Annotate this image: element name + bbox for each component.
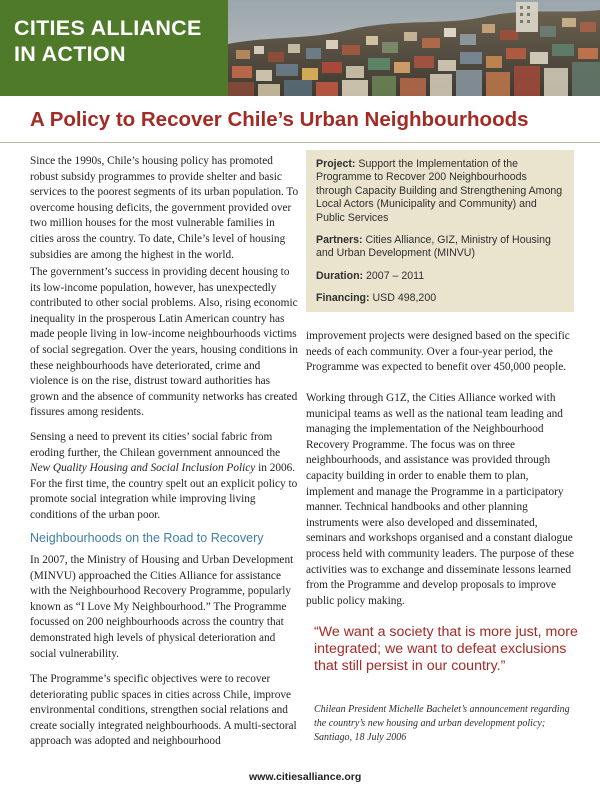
right-paragraph-2: Working through G1Z, the Cities Alliance worked with municipal teams as well as the national team leading and managing the implementation of the Neighbourhood Recovery Programme. The focus was on three neighbourhoods, and assistance was provided through capacity building in order to enable them to plan, implement and manage the Programme in a participatory manner. Technical handbooks and other planning instruments were also developed and disseminated, seminars and workshops organised and a constant dialogue process held with community leaders. The purpose of these activities was to exchange and disseminate lessons learned from the Programme and develop proposals to improve public policy making. (306, 392, 575, 607)
header-title (14, 15, 224, 67)
page-title: A Policy to Recover Chile’s Urban Neighbourhoods (30, 108, 529, 131)
project-info-box (306, 150, 574, 312)
title-divider (0, 142, 600, 143)
header-banner (0, 0, 228, 96)
left-paragraph-2: The government’s success in providing decent housing to its low-income population, however, has unexpectedly contributed to other social problems. Also, rising economic inequality in the prosperous Latin American country has made people living in low-income neighbourhoods victims of social segregation. Over the years, housing conditions in these neighbourhoods have deteriorated, crime and violence is on the rise, distrust toward authorities has grown and the absence of community networks has created fissures among residents. (30, 266, 298, 419)
quote-attribution: Chilean President Michelle Bachelet’s announcement regarding the country’s new housing and urban development policy; Santiago, 18 July 2006 (314, 704, 570, 743)
pull-quote: “We want a society that is more just, more integrated; we want to defeat exclusions that still persist in our country.” (314, 624, 578, 675)
left-paragraph-3 (30, 430, 300, 524)
left-paragraph-5: The Programme’s specific objectives were to recover deteriorating public spaces in cities across Chile, improve environmental conditions, strengthen social relations and create socially integrated neighbourhoods. A multi-sectoral approach was adopted and neighbourhood (30, 673, 297, 748)
duration-row (316, 270, 564, 283)
financing-text: USD 498,200 (369, 292, 437, 305)
page-header (0, 0, 600, 96)
section-subheading: Neighbourhoods on the Road to Recovery (30, 531, 264, 545)
header-title-line2: IN ACTION (14, 42, 126, 66)
footer-website-link[interactable]: www.citiesalliance.org (249, 771, 362, 783)
financing-label: Financing: (316, 292, 370, 305)
duration-label: Duration: (316, 269, 364, 282)
project-label: Project: (316, 158, 356, 170)
left-paragraph-3-start: Sensing a need to prevent its cities’ social fabric from eroding further, the Chilean government announced the (30, 431, 281, 459)
left-paragraph-4: In 2007, the Ministry of Housing and Urban Development (MINVU) approached the Cities Alliance for assistance with the Neighbourhood Recovery Programme, popularly known as “I Love My Neighbourhood.” The Programme focussed on 200 neighbourhoods across the country that demonstrated high levels of physical deterioration and social vulnerability. (30, 554, 294, 660)
partners-row (316, 234, 564, 261)
header-title-line1: CITIES ALLIANCE (14, 16, 202, 40)
left-paragraph-3-end: in 2006. For the first time, the country spelt out an explicit policy to promote social integration while improving living conditions of the urban poor. (30, 462, 298, 521)
city-hillside-photo (228, 0, 600, 96)
policy-name: New Quality Housing and Social Inclusion Policy (30, 462, 256, 475)
duration-text: 2007 – 2011 (363, 269, 425, 282)
left-paragraph-1: Since the 1990s, Chile’s housing policy has promoted robust subsidy programmes to provide shelter and basic services to the poorest segments of its urban population. To overcome housing deficits, the government provided over two million houses for the most vulnerable families in cities aross the country. To date, Chile’s level of housing subsidies are among the highest in the world. (30, 155, 299, 261)
partners-label: Partners: (316, 234, 363, 247)
right-paragraph-1: improvement projects were designed based on the specific needs of each community. Over a four-year period, the Programme was expected to benefit over 450,000 people. (306, 330, 570, 374)
partners-text: Cities Alliance, GIZ, Ministry of Housing and Urban Development (MINVU) (316, 234, 551, 260)
project-text: Support the Implementation of the Programme to Recover 200 Neighbourhoods through Capacity Building and Strengthening Among Local Actors (Municipality and Community) and Public Services (316, 158, 563, 224)
financing-row (316, 292, 564, 305)
project-row (316, 158, 564, 225)
